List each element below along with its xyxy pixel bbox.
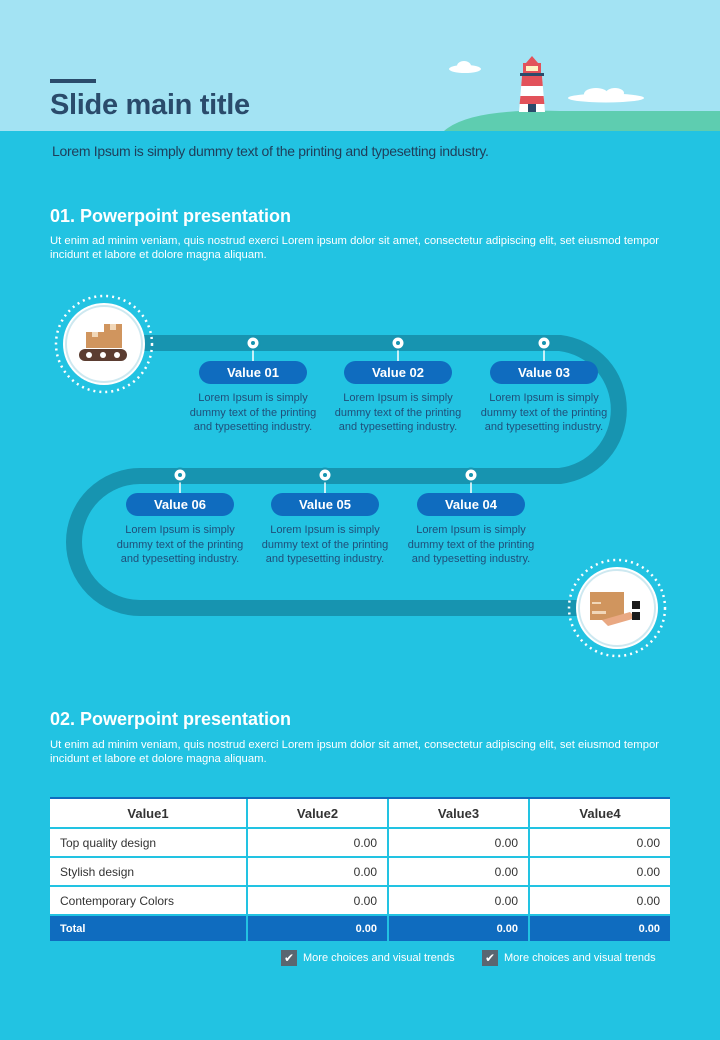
checkmark-icon[interactable]: ✔ bbox=[482, 950, 498, 966]
end-node bbox=[569, 560, 665, 656]
total-label: Total bbox=[50, 915, 247, 941]
table-cell: 0.00 bbox=[247, 857, 388, 886]
legend-item[interactable] bbox=[281, 950, 455, 966]
section1-heading: 01. Powerpoint presentation bbox=[50, 206, 292, 226]
table-row bbox=[50, 828, 670, 857]
table-cell: 0.00 bbox=[529, 886, 670, 915]
row-label: Stylish design bbox=[50, 857, 247, 886]
table-row bbox=[50, 857, 670, 886]
legend-label: More choices and visual trends bbox=[504, 952, 656, 964]
row-label: Contemporary Colors bbox=[50, 886, 247, 915]
step-text-04: Lorem Ipsum is simply dummy text of the printing and typesetting industry. bbox=[407, 524, 535, 565]
total-cell: 0.00 bbox=[247, 915, 388, 941]
step-marker bbox=[465, 469, 478, 494]
column-header: Value2 bbox=[247, 798, 388, 828]
column-header: Value3 bbox=[388, 798, 529, 828]
column-header: Value1 bbox=[50, 798, 247, 828]
step-marker bbox=[319, 469, 332, 494]
step-text-03: Lorem Ipsum is simply dummy text of the printing and typesetting industry. bbox=[480, 392, 608, 433]
section1-body: Ut enim ad minim veniam, quis nostrud exerci Lorem ipsum dolor sit amet, consectetur adipiscing elit, set eiusmod tempor incidunt et labore et dolore magna aliquam. bbox=[50, 235, 660, 261]
legend-item[interactable] bbox=[482, 950, 656, 966]
step-text-05: Lorem Ipsum is simply dummy text of the printing and typesetting industry. bbox=[261, 524, 389, 565]
table-cell: 0.00 bbox=[388, 886, 529, 915]
table-cell: 0.00 bbox=[388, 828, 529, 857]
table-cell: 0.00 bbox=[388, 857, 529, 886]
section2-heading: 02. Powerpoint presentation bbox=[50, 709, 292, 729]
row-label: Top quality design bbox=[50, 828, 247, 857]
total-cell: 0.00 bbox=[529, 915, 670, 941]
step-marker bbox=[392, 337, 405, 362]
step-label-04: Value 04 bbox=[417, 493, 525, 516]
total-cell: 0.00 bbox=[388, 915, 529, 941]
section2-body: Ut enim ad minim veniam, quis nostrud exerci Lorem ipsum dolor sit amet, consectetur adipiscing elit, set eiusmod tempor incidunt et labore et dolore magna aliquam. bbox=[50, 739, 660, 765]
table-cell: 0.00 bbox=[529, 857, 670, 886]
step-label-03: Value 03 bbox=[490, 361, 598, 384]
table-total-row bbox=[50, 915, 670, 941]
step-text-06: Lorem Ipsum is simply dummy text of the printing and typesetting industry. bbox=[116, 524, 244, 565]
start-node bbox=[56, 296, 152, 392]
data-table bbox=[50, 797, 670, 941]
page-title: Slide main title bbox=[50, 89, 250, 121]
table-cell: 0.00 bbox=[247, 886, 388, 915]
page-subtitle: Lorem Ipsum is simply dummy text of the printing and typesetting industry. bbox=[52, 143, 489, 159]
table-row bbox=[50, 886, 670, 915]
step-text-02: Lorem Ipsum is simply dummy text of the printing and typesetting industry. bbox=[334, 392, 462, 433]
step-label-02: Value 02 bbox=[344, 361, 452, 384]
step-label-01: Value 01 bbox=[199, 361, 307, 384]
table-header-row bbox=[50, 798, 670, 828]
column-header: Value4 bbox=[529, 798, 670, 828]
step-marker bbox=[174, 469, 187, 494]
step-text-01: Lorem Ipsum is simply dummy text of the printing and typesetting industry. bbox=[189, 392, 317, 433]
step-label-06: Value 06 bbox=[126, 493, 234, 516]
step-label-05: Value 05 bbox=[271, 493, 379, 516]
step-marker bbox=[247, 337, 260, 362]
step-marker bbox=[538, 337, 551, 362]
table-cell: 0.00 bbox=[529, 828, 670, 857]
checkmark-icon[interactable]: ✔ bbox=[281, 950, 297, 966]
table-cell: 0.00 bbox=[247, 828, 388, 857]
legend-label: More choices and visual trends bbox=[303, 952, 455, 964]
